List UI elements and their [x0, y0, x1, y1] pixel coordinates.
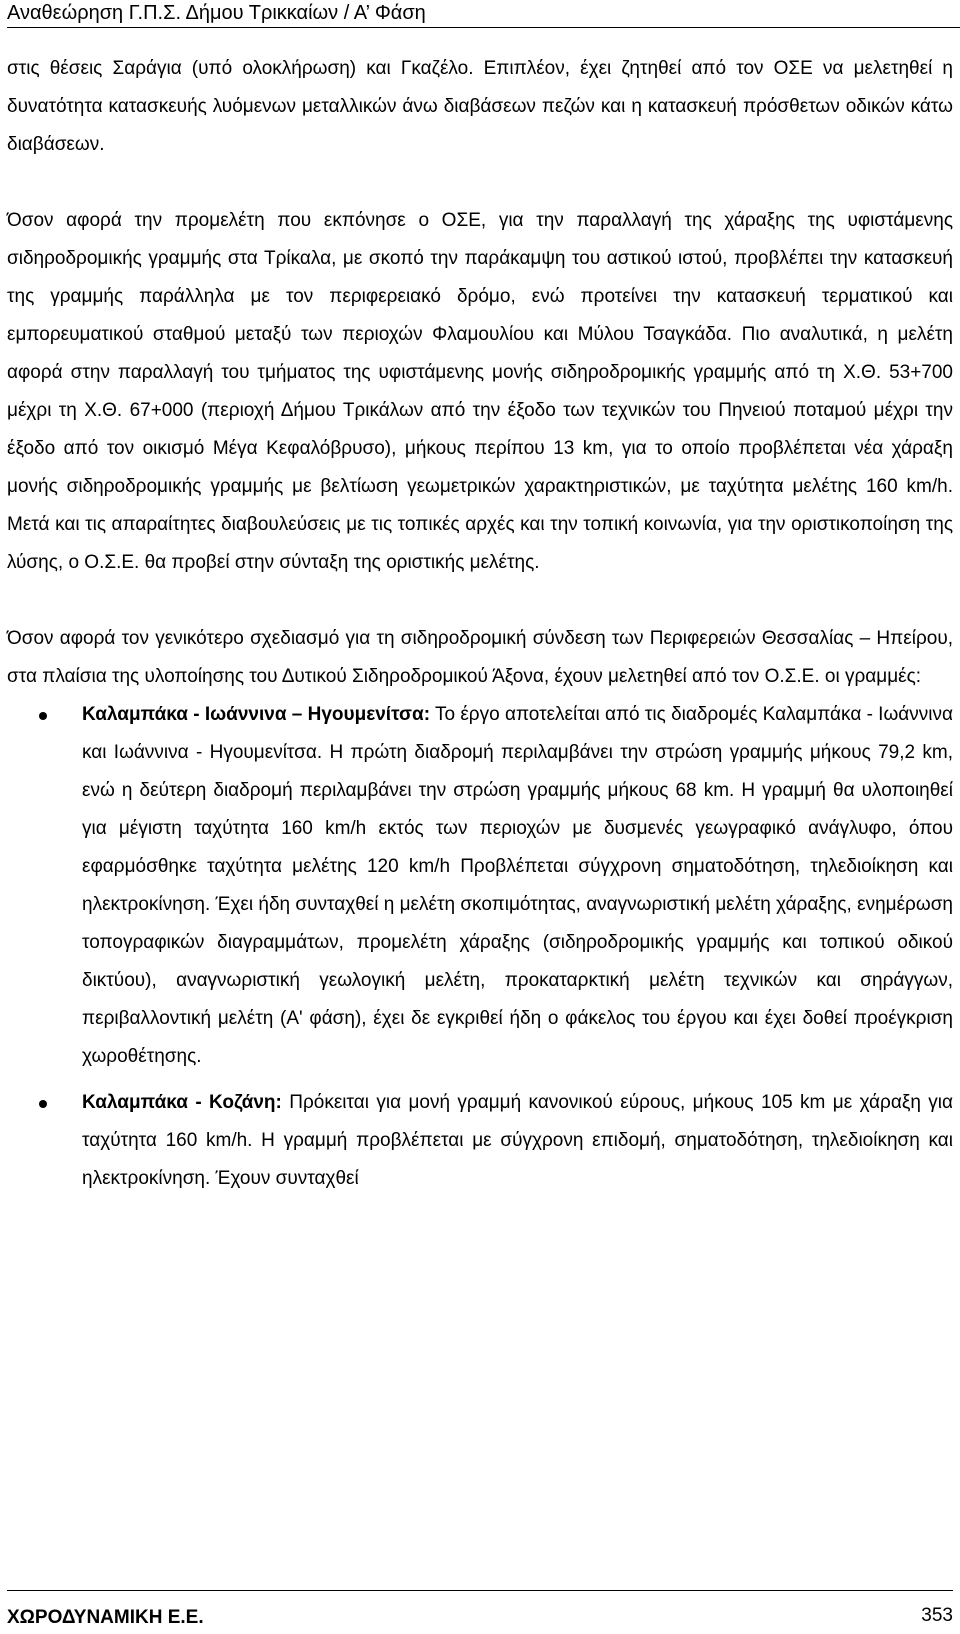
bullet-icon [39, 1100, 47, 1108]
list-gap [7, 1076, 953, 1084]
list-item-text: Το έργο αποτελείται από τις διαδρομές Καλαμπάκα - Ιωάννινα και Ιωάννινα - Ηγουμενίτσα. Η πρώτη διαδρομή περιλαμβάνει την στρώση γραμμής μήκους 79,2 km, ενώ η δεύτερη διαδρομή περιλαμβάνει την στρώση γραμμής μήκους 68 km. Η γραμμή θα υλοποιηθεί για μέγιστη ταχύτητα 160 km/h εκτός των περιοχών με δυσμενές γεωγραφικό ανάγλυφο, όπου εφαρμόσθηκε ταχύτητα μελέτης 120 km/h Προβλέπεται σύγχρονη σηματοδότηση, τηλεδιοίκηση και ηλεκτροκίνηση. Έχει ήδη συνταχθεί η μελέτη σκοπιμότητας, αναγνωριστική μελέτη χάραξης, ενημέρωση τοπογραφικών διαγραμμάτων, προμελέτη χάραξης (σιδηροδρομικής γραμμής και τοπικού οδικού δικτύου), αναγνωριστική γεωλογική μελέτη, προκαταρκτική μελέτη τεχνικών και σηράγγων, περιβαλλοντική μελέτη (Α' φάση), έχει δε εγκριθεί ήδη ο φάκελος του έργου και έχει δοθεί προέγκριση χωροθέτησης. [82, 704, 953, 1067]
page-footer [7, 1590, 953, 1634]
page-header [7, 0, 960, 28]
paragraph-gap [7, 164, 953, 202]
header-title: Αναθεώρηση Γ.Π.Σ. Δήμου Τρικκαίων / Α’ Φάση [7, 2, 426, 24]
list-item [7, 1084, 953, 1198]
list-item-title: Καλαμπάκα - Ιωάννινα – Ηγουμενίτσα: [82, 704, 431, 725]
paragraph-1: στις θέσεις Σαράγια (υπό ολοκλήρωση) και Γκαζέλο. Επιπλέον, έχει ζητηθεί από τον ΟΣΕ να μελετηθεί η δυνατότητα κατασκευής λυόμενων μεταλλικών άνω διαβάσεων πεζών και η κατασκευή πρόσθετων οδικών κάτω διαβάσεων. [7, 58, 953, 155]
footer-company: ΧΩΡΟΔΥΝΑΜΙΚΗ Ε.Ε. [7, 1607, 204, 1628]
paragraph-3: Όσον αφορά τον γενικότερο σχεδιασμό για τη σιδηροδρομική σύνδεση των Περιφερειών Θεσσαλίας – Ηπείρου, στα πλαίσια της υλοποίησης του Δυτικού Σιδηροδρομικού Άξονα, έχουν μελετηθεί από τον Ο.Σ.Ε. οι γραμμές: [7, 628, 953, 687]
list-item-title: Καλαμπάκα - Κοζάνη: [82, 1092, 282, 1113]
bullet-icon [39, 712, 47, 720]
list-item-text: Πρόκειται για μονή γραμμή κανονικού εύρους, μήκους 105 km με χάραξη για ταχύτητα 160 km/h. Η γραμμή προβλέπεται με σύγχρονη επιδομή, σηματοδότηση, τηλεδιοίκηση και ηλεκτροκίνηση. Έχουν συνταχθεί [82, 1092, 953, 1189]
page-number: 353 [921, 1605, 953, 1626]
paragraph-2: Όσον αφορά την προμελέτη που εκπόνησε ο ΟΣΕ, για την παραλλαγή της χάραξης της υφιστάμενης σιδηροδρομικής γραμμής στα Τρίκαλα, με σκοπό την παράκαμψη του αστικού ιστού, προβλέπει την κατασκευή της γραμμής παράλληλα με τον περιφερειακό δρόμο, ενώ προτείνει την κατασκευή τερματικού και εμπορευματικού σταθμού μεταξύ των περιοχών Φλαμουλίου και Μύλου Τσαγκάδα. Πιο αναλυτικά, η μελέτη αφορά στην παραλλαγή του τμήματος της υφιστάμενης μονής σιδηροδρομικής γραμμής από τη Χ.Θ. 53+700 μέχρι τη Χ.Θ. 67+000 (περιοχή Δήμου Τρικάλων από την έξοδο των τεχνικών του Πηνειού ποταμού μέχρι την έξοδο από τον οικισμό Μέγα Κεφαλόβρυσο), μήκους περίπου 13 km, για το οποίο προβλέπεται νέα χάραξη μονής σιδηροδρομικής γραμμής με βελτίωση γεωμετρικών χαρακτηριστικών, με ταχύτητα μελέτης 160 km/h. Μετά και τις απαραίτητες διαβουλεύσεις με τις τοπικές αρχές και την τοπική κοινωνία, για την οριστικοποίηση της λύσης, ο Ο.Σ.Ε. θα προβεί στην σύνταξη της οριστικής μελέτης. [7, 210, 953, 573]
list-item [7, 696, 953, 1076]
paragraph-gap [7, 582, 953, 620]
document-body [7, 50, 953, 1198]
